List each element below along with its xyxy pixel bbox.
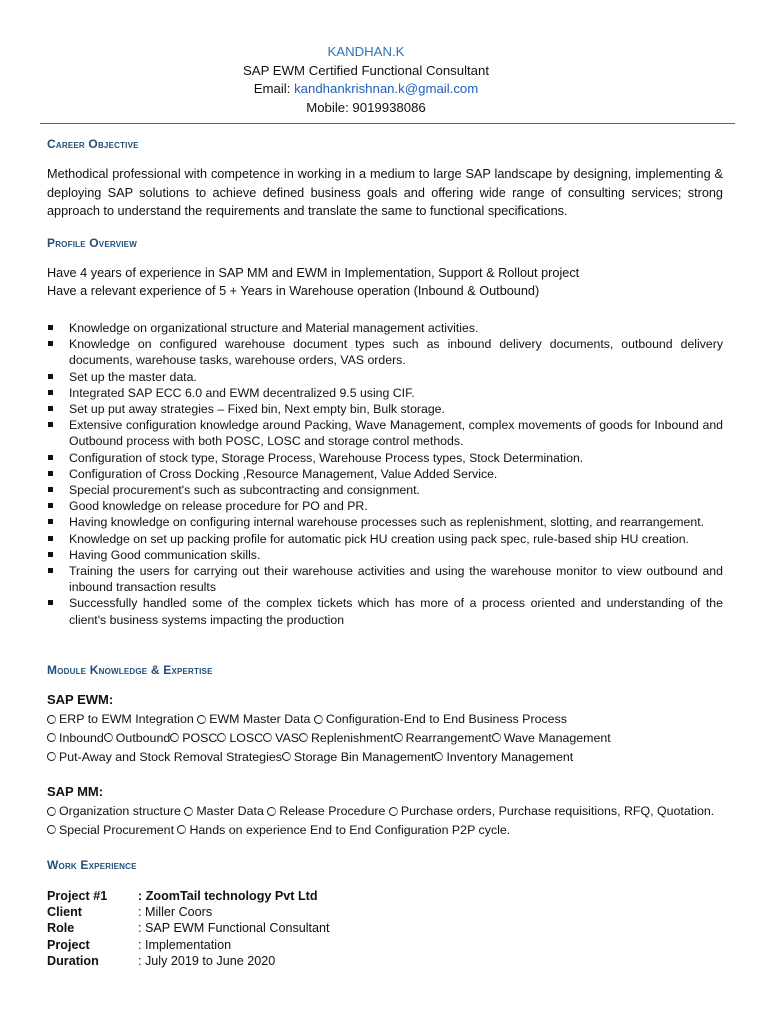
sap-ewm-modules [47,710,737,766]
profile-bullet-item [47,563,723,595]
square-bullet-icon [48,390,53,395]
profile-bullet-item [47,401,723,417]
profile-bullet-item [47,385,723,401]
profile-bullet-item [47,482,723,498]
circle-bullet-icon [299,733,308,742]
email-label: Email: [253,81,295,96]
profile-bullet-text: Knowledge on organizational structure and Material management activities. [69,321,479,335]
profile-bullet-text: Having knowledge on configuring internal warehouse processes such as replenishment, slotting, and rearrangement. [69,515,705,530]
circle-bullet-icon [47,752,56,761]
circle-bullet-icon [434,752,443,761]
project-detail-label: Project [47,937,90,952]
square-bullet-icon [48,374,53,379]
project-detail-row [47,953,330,969]
profile-line-1: Have 4 years of experience in SAP MM and EWM in Implementation, Support & Rollout project [47,266,580,280]
profile-bullet-text: Configuration of stock type, Storage Process, Warehouse Process types, Stock Determination. [69,450,584,465]
ewm-line-1 [47,710,737,729]
profile-bullet-list [47,320,723,628]
module-item: LOSC [229,730,264,745]
ewm-line-2 [47,729,737,748]
project-detail-label: Duration [47,953,99,968]
module-item: Wave Management [503,730,611,745]
square-bullet-icon [48,568,53,573]
profile-bullet-text: Integrated SAP ECC 6.0 and EWM decentralized 9.5 using CIF. [69,385,415,400]
project-detail-value: : SAP EWM Functional Consultant [138,921,330,936]
profile-bullet-text: Having Good communication skills. [69,547,261,562]
profile-bullet-text: Configuration of Cross Docking ,Resource Management, Value Added Service. [69,466,498,481]
module-item: Hands on experience End to End Configuration P2P cycle. [189,822,511,837]
ewm-line-3 [47,748,737,767]
project-detail-label: Role [47,921,75,936]
profile-line-2: Have a relevant experience of 5 + Years in Warehouse operation (Inbound & Outbound) [47,284,540,299]
circle-bullet-icon [263,733,272,742]
square-bullet-icon [48,552,53,557]
project-detail-value: : July 2019 to June 2020 [138,953,276,968]
mm-line-1 [47,802,737,821]
profile-summary [47,264,737,301]
square-bullet-icon [48,600,53,605]
profile-bullet-item [47,466,723,482]
project-detail-row [47,888,330,904]
circle-bullet-icon [197,715,206,724]
circle-bullet-icon [314,715,323,724]
profile-bullet-text: Knowledge on configured warehouse document types such as inbound delivery documents, outbound delivery documents, warehouse tasks, warehouse orders, VAS orders. [69,337,723,368]
profile-bullet-item [47,531,723,547]
profile-bullet-text: Set up put away strategies – Fixed bin, Next empty bin, Bulk storage. [69,402,445,417]
mm-line-2 [47,821,737,840]
profile-bullet-text: Training the users for carrying out their warehouse activities and using the warehouse monitor to view outbound and inbound transaction results [69,564,723,595]
sap-mm-modules [47,802,737,840]
circle-bullet-icon [170,733,179,742]
profile-bullet-item [47,498,723,514]
module-item: Put-Away and Stock Removal Strategies [59,749,282,764]
module-item: Inbound [59,730,104,745]
profile-bullet-item [47,320,723,336]
profile-bullet-text: Set up the master data. [69,369,197,384]
module-item: Storage Bin Management [293,749,435,764]
circle-bullet-icon [47,715,56,724]
module-item: Configuration-End to End Business Process [325,712,567,726]
circle-bullet-icon [184,807,193,816]
square-bullet-icon [48,536,53,541]
profile-bullet-item [47,450,723,466]
sap-ewm-title: SAP EWM: [47,692,114,707]
profile-bullet-text: Extensive configuration knowledge around Packing, Wave Management, complex movements of goods for Inbound and Outbound process with both POSC, LOSC and storage control methods. [69,418,723,449]
module-item: VAS [275,730,299,745]
project-detail-label: Project #1 [47,889,108,903]
candidate-name: KANDHAN.K [327,44,405,59]
circle-bullet-icon [492,733,501,742]
square-bullet-icon [48,471,53,476]
module-item: ERP to EWM Integration [59,712,194,726]
square-bullet-icon [48,487,53,492]
project-detail-label: Client [47,905,82,920]
module-item: Master Data [196,804,264,818]
square-bullet-icon [48,325,53,330]
profile-bullet-item [47,514,723,530]
module-item: Replenishment [310,730,394,745]
module-item: Release Procedure [279,804,386,818]
header-divider [40,123,735,124]
sap-mm-title: SAP MM: [47,784,104,799]
project-detail-row [47,937,330,953]
circle-bullet-icon [104,733,113,742]
profile-bullet-item [47,369,723,385]
module-item: Organization structure [59,804,181,818]
email-link[interactable]: kandhankrishnan.k@gmail.com [294,81,479,96]
square-bullet-icon [48,422,53,427]
module-item: Purchase orders, Purchase requisitions, RFQ, Quotation. [400,804,715,818]
circle-bullet-icon [267,807,276,816]
circle-bullet-icon [177,825,186,834]
square-bullet-icon [48,519,53,524]
project-detail-value: : ZoomTail technology Pvt Ltd [138,889,318,903]
profile-bullet-text: Successfully handled some of the complex tickets which has more of a process oriented and understanding of the client's business systems impacting the production [69,596,723,627]
circle-bullet-icon [47,807,56,816]
circle-bullet-icon [47,825,56,834]
candidate-title: SAP EWM Certified Functional Consultant [242,62,490,78]
project-detail-value: : Miller Coors [138,905,213,920]
profile-overview-heading: Profile Overview [47,236,137,250]
square-bullet-icon [48,341,53,346]
mobile-line: Mobile: 9019938086 [306,99,426,115]
square-bullet-icon [48,503,53,508]
module-item: EWM Master Data [209,712,311,726]
work-experience-heading: Work Experience [47,858,137,872]
profile-bullet-item [47,595,723,627]
circle-bullet-icon [282,752,291,761]
module-item: POSC [182,730,218,745]
circle-bullet-icon [47,733,56,742]
profile-bullet-item [47,417,723,449]
circle-bullet-icon [394,733,403,742]
project-detail-row [47,920,330,936]
resume-header [0,43,732,117]
profile-bullet-text: Knowledge on set up packing profile for automatic pick HU creation using pack spec, rule-based ship HU creation. [69,531,689,546]
square-bullet-icon [48,455,53,460]
career-objective-text: Methodical professional with competence in working in a medium to large SAP landscape by designing, implementing & deploying SAP solutions to achieve defined business goals and offering wide range of consulting services; strong approach to understand the requirements and translate the same to functional specifications. [47,167,723,219]
circle-bullet-icon [389,807,398,816]
module-item: Special Procurement [59,822,175,837]
profile-bullet-text: Special procurement's such as subcontracting and consignment. [69,483,420,498]
project-detail-value: : Implementation [138,937,232,952]
career-objective-heading: Career Objective [47,137,139,151]
square-bullet-icon [48,406,53,411]
project-details [47,888,330,969]
email-line [0,80,732,99]
module-item: Rearrangement [405,730,492,745]
profile-bullet-text: Good knowledge on release procedure for PO and PR. [69,499,368,514]
module-knowledge-heading: Module Knowledge & Expertise [47,663,213,677]
profile-bullet-item [47,547,723,563]
profile-bullet-item [47,336,723,368]
circle-bullet-icon [217,733,226,742]
project-detail-row [47,904,330,920]
module-item: Inventory Management [446,749,574,764]
module-item: Outbound [115,730,171,745]
